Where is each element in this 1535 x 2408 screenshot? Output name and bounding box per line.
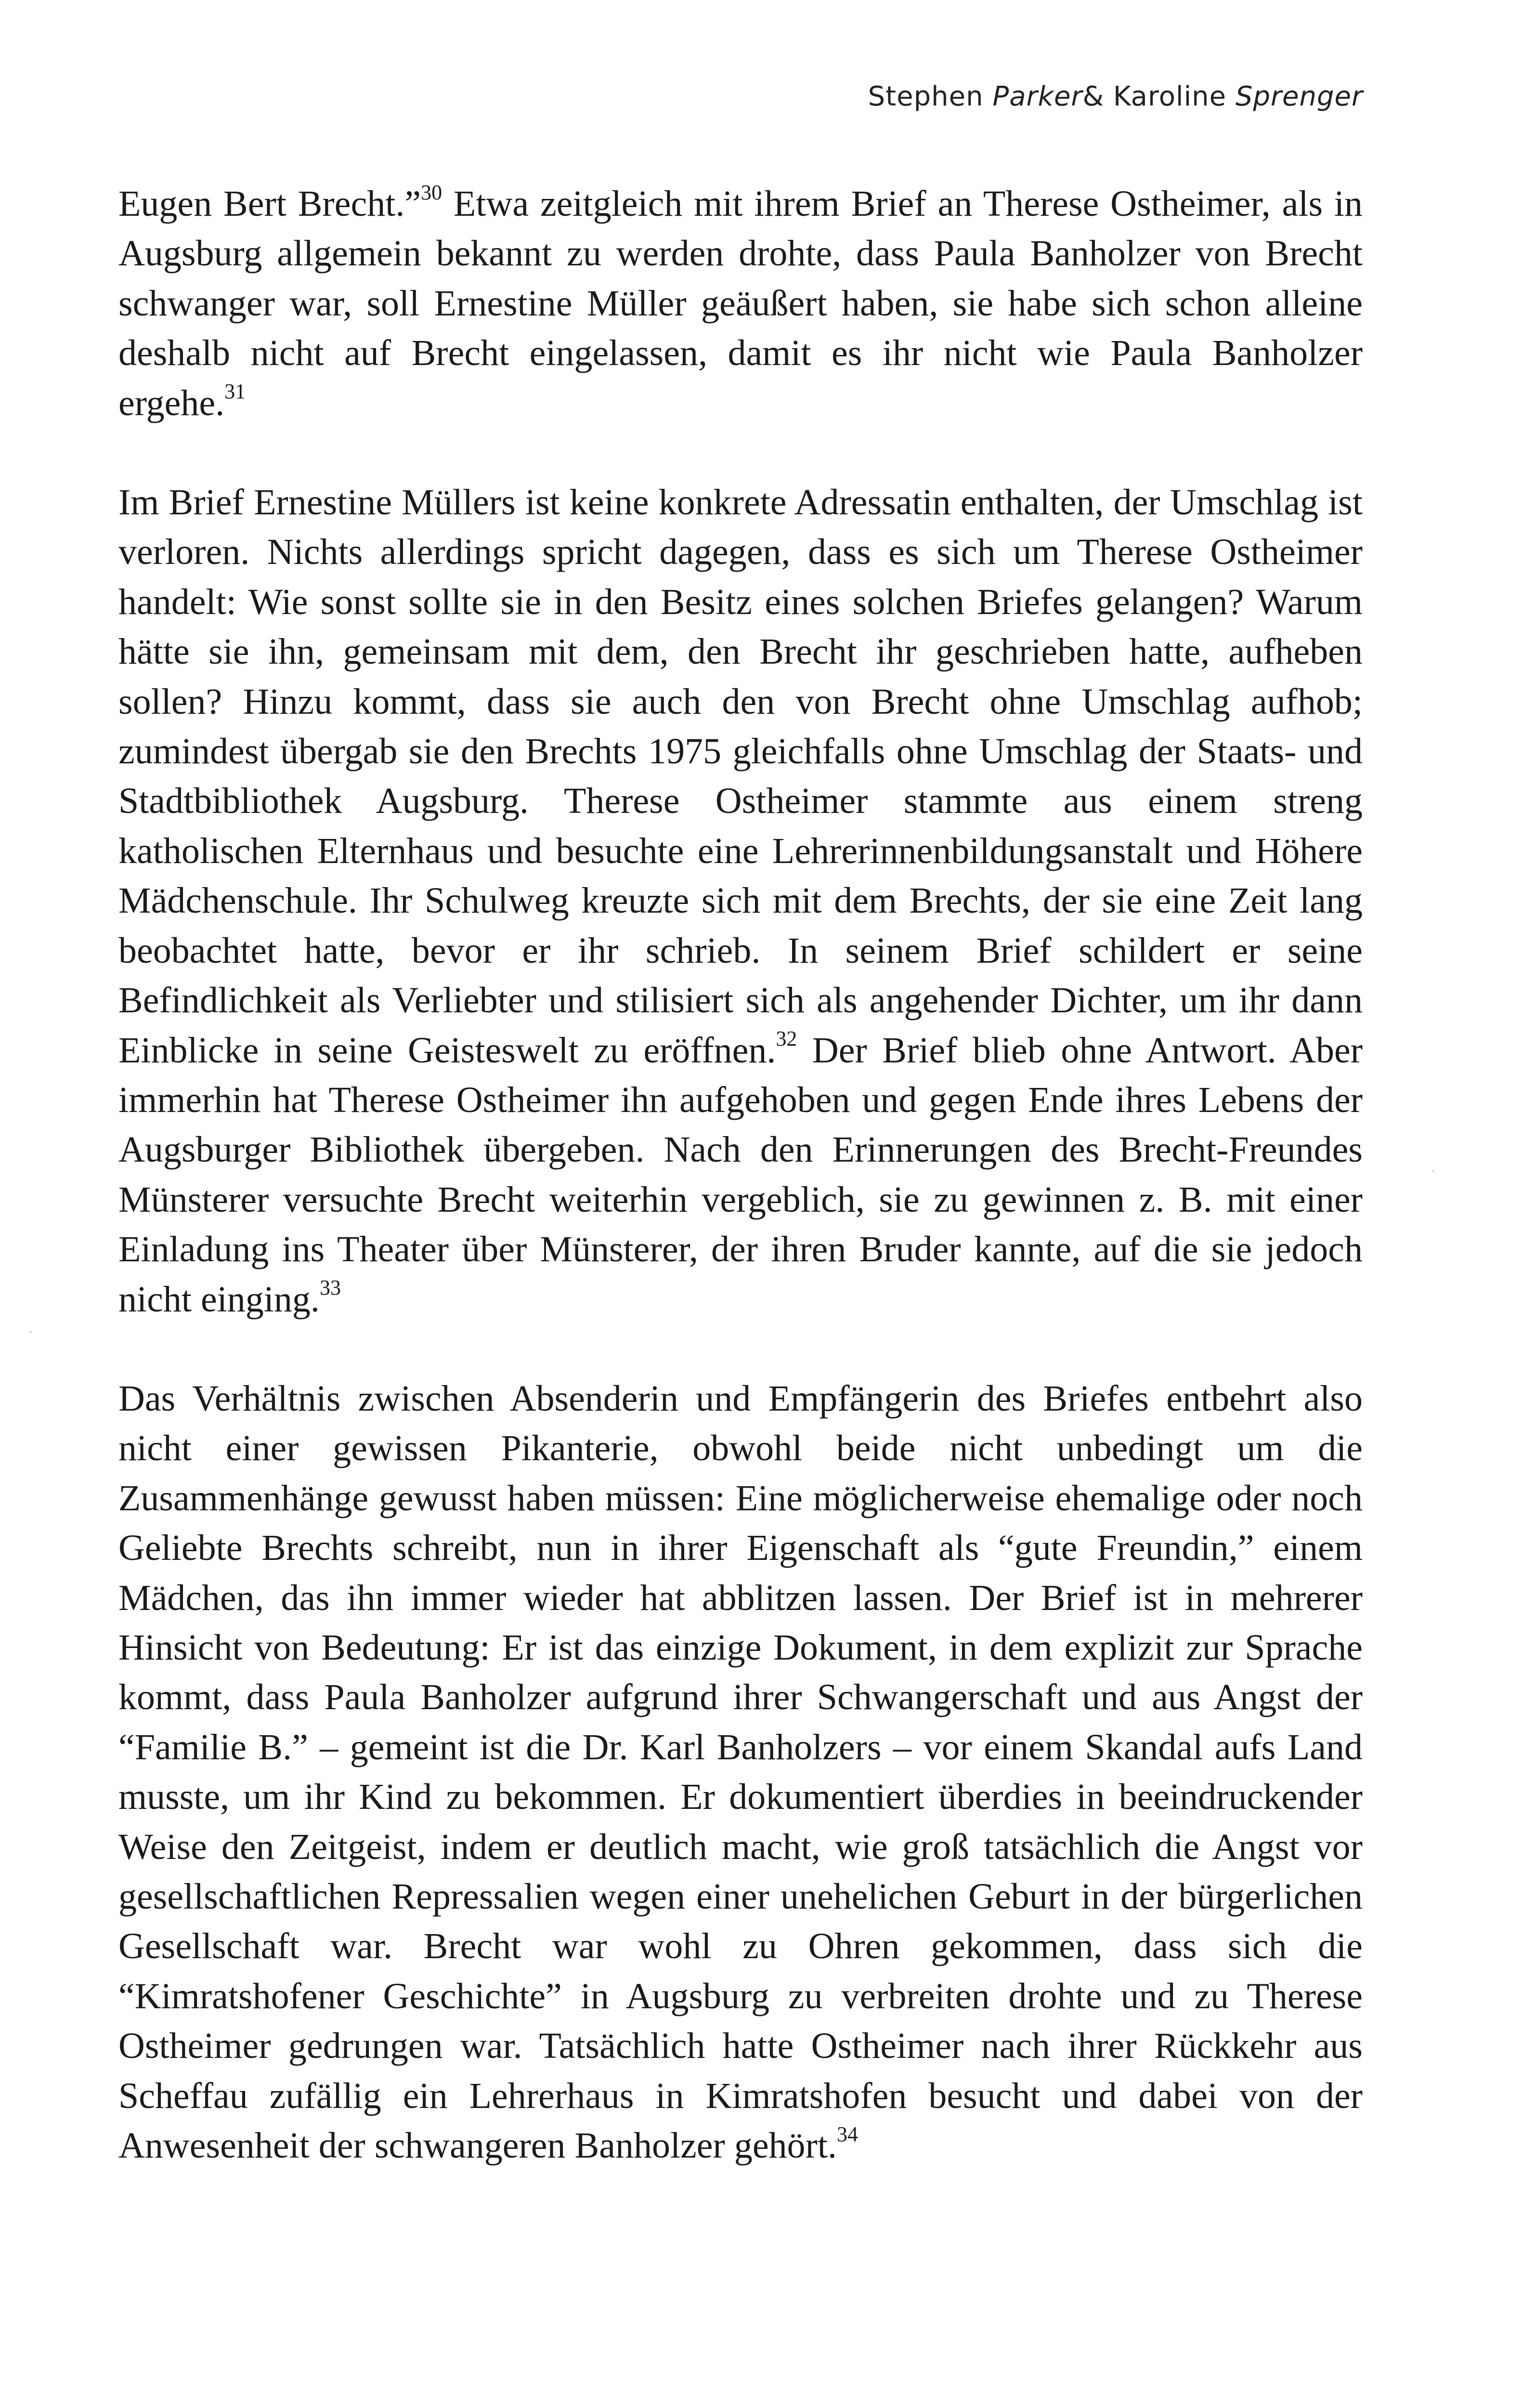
paragraph-text: Im Brief Ernestine Müllers ist keine konkrete Adressatin enthalten, der Umschlag ist verloren. Nichts allerdings spricht dagegen, dass es sich um Therese Ostheimer handelt: Wie sonst sollte sie in den Besitz eines solchen Briefes gelangen? Warum hätte sie ihn, gemeinsam mit dem, den Brecht ihr geschrieben hatte, aufheben sollen? Hinzu kommt, dass sie auch den von Brecht ohne Umschlag aufhob; zumindest übergab sie den Brechts 1975 gleichfalls ohne Umschlag der Staats- und Stadtbibliothek Augsburg. Therese Ostheimer stammte aus einem streng katholischen Elternhaus und besuchte eine Lehrerinnenbildungsanstalt und Höhere Mädchenschule. Ihr Schulweg kreuzte sich mit dem Brechts, der sie eine Zeit lang beobachtet hatte, bevor er ihr schrieb. In seinem Brief schildert er seine Befindlichkeit als Verliebter und stilisiert sich als angehender Dichter, um ihr dann Einblicke in seine Geisteswelt zu eröffnen. [118,482,1363,1071]
paragraph [118,478,1363,1324]
footnote-marker: 34 [836,2122,858,2146]
margin-speck [1432,1170,1434,1172]
footnote-marker: 31 [224,380,246,404]
author1-first-name: Stephen [868,81,984,112]
running-header [868,81,1363,112]
ampersand: & [1082,81,1105,112]
paragraph-text: Der Brief blieb ohne Antwort. Aber immerhin hat Therese Ostheimer ihn aufgehoben und gegen Ende ihres Lebens der Augsburger Bibliothek übergeben. Nach den Erinnerungen des Brecht-Freundes Münsterer versuchte Brecht weiterhin vergeblich, sie zu gewinnen z. B. mit einer Einladung ins Theater über Münsterer, der ihren Bruder kannte, auf die sie jedoch nicht einging. [118,1030,1363,1320]
paragraph [118,179,1363,428]
footnote-marker: 30 [421,180,442,204]
paragraph-text: Etwa zeitgleich mit ihrem Brief an Therese Ostheimer, als in Augsburg allgemein bekannt zu werden drohte, dass Paula Banholzer von Brecht schwanger war, soll Ernestine Müller geäußert haben, sie habe sich schon alleine deshalb nicht auf Brecht eingelassen, damit es ihr nicht wie Paula Banholzer ergehe. [118,183,1363,423]
footnote-marker: 33 [319,1276,341,1300]
paragraph-text: Das Verhältnis zwischen Absenderin und Empfängerin des Briefes entbehrt also nicht einer gewissen Pikanterie, obwohl beide nicht unbedingt um die Zusammenhänge gewusst haben müssen: Eine möglicherweise ehemalige oder noch Geliebte Brechts schreibt, nun in ihrer Eigenschaft als “gute Freundin,” einem Mädchen, das ihn immer wieder hat abblitzen lassen. Der Brief ist in mehrerer Hinsicht von Bedeutung: Er ist das einzige Dokument, in dem explizit zur Sprache kommt, dass Paula Banholzer aufgrund ihrer Schwangerschaft und aus Angst der “Familie B.” – gemeint ist die Dr. Karl Banholzers – vor einem Skandal aufs Land musste, um ihr Kind zu bekommen. Er dokumentiert überdies in beeindruckender Weise den Zeitgeist, indem er deutlich macht, wie groß tatsächlich die Angst vor gesellschaftlichen Repressalien wegen einer unehelichen Geburt in der bürgerlichen Gesellschaft war. Brecht war wohl zu Ohren gekommen, dass sich die “Kimratshofener Geschichte” in Augsburg zu verbreiten drohte und zu Therese Ostheimer gedrungen war. Tatsächlich hatte Ostheimer nach ihrer Rückkehr aus Scheffau zufällig ein Lehrerhaus in Kimratshofen besucht und dabei von der Anwesenheit der schwangeren Banholzer gehört. [118,1378,1363,2166]
paragraph-text: Eugen Bert Brecht.” [118,183,421,224]
author1-last-name: Parker [992,81,1083,112]
body-text [118,179,1363,2171]
paragraph [118,1374,1363,2171]
author2-first-name: Karoline [1113,81,1227,112]
margin-speck [30,1331,31,1333]
footnote-marker: 32 [776,1027,797,1051]
author2-last-name: Sprenger [1235,81,1363,112]
